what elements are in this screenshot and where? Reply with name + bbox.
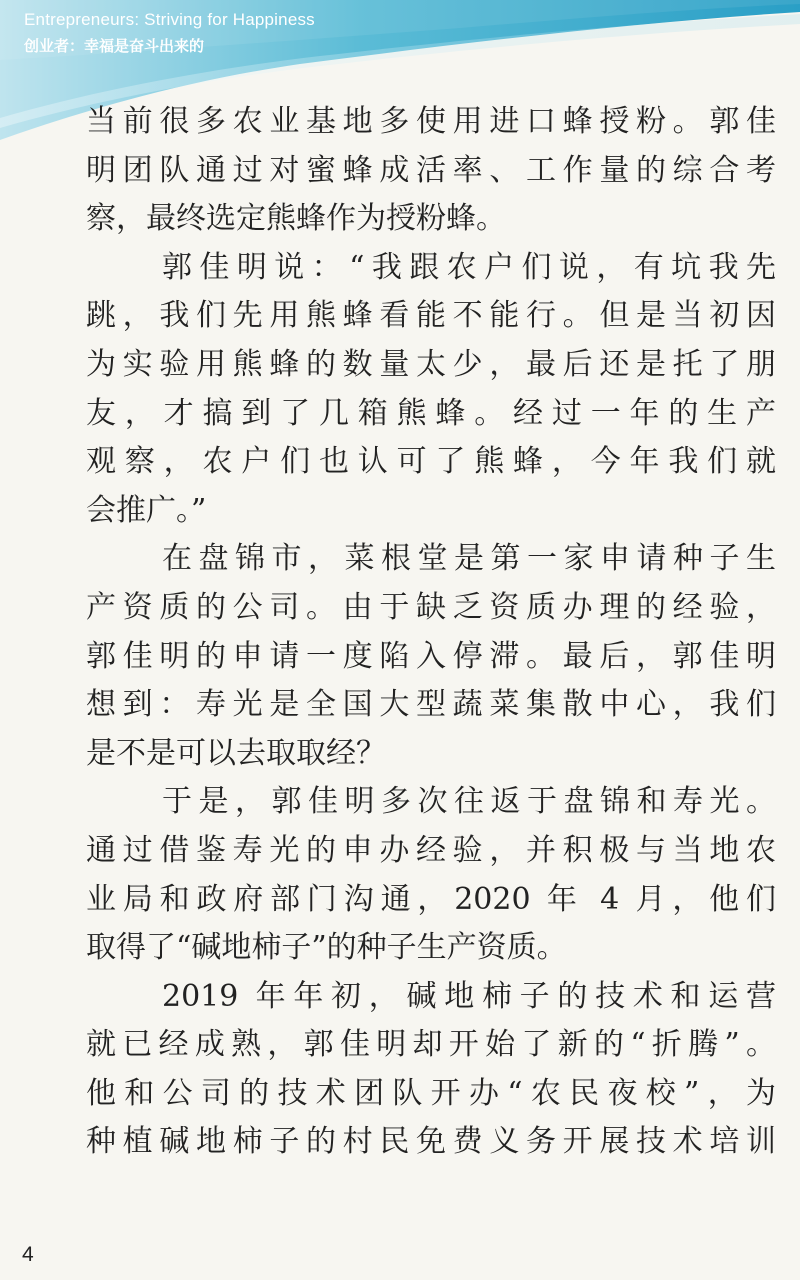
body-line: 是不是可以去取取经？ — [86, 735, 386, 771]
body-line: 2019 年年初，碱地柿子的技术和运营 — [162, 978, 776, 1014]
header-title-english: Entrepreneurs: Striving for Happiness — [24, 10, 315, 29]
body-line: 观察，农户们也认可了熊蜂，今年我们就 — [86, 444, 776, 480]
body-line: 业局和政府部门沟通，2020 年 4 月，他们 — [86, 881, 776, 917]
body-line: 于是，郭佳明多次往返于盘锦和寿光。 — [162, 784, 776, 820]
body-line: 通过借鉴寿光的申办经验，并积极与当地农 — [86, 832, 776, 868]
body-line: 产资质的公司。由于缺乏资质办理的经验， — [86, 589, 776, 625]
body-line: 他和公司的技术团队开办“农民夜校”，为 — [86, 1075, 776, 1111]
body-line: 为实验用熊蜂的数量太少，最后还是托了朋 — [86, 346, 776, 382]
article-body — [86, 98, 776, 1167]
body-line: 种植碱地柿子的村民免费义务开展技术培训 — [86, 1124, 776, 1160]
body-line: 郭佳明说：“我跟农户们说，有坑我先 — [162, 249, 776, 285]
body-line: 取得了“碱地柿子”的种子生产资质。 — [86, 930, 567, 966]
body-line: 察，最终选定熊蜂作为授粉蜂。 — [86, 201, 506, 237]
body-line: 会推广。” — [86, 492, 207, 528]
body-line: 当前很多农业基地多使用进口蜂授粉。郭佳 — [86, 104, 776, 139]
body-line: 就已经成熟，郭佳明却开始了新的“折腾”。 — [86, 1027, 776, 1063]
page-number: 4 — [22, 1243, 34, 1266]
header-title-chinese: 创业者：幸福是奋斗出来的 — [24, 37, 205, 55]
body-line: 友，才搞到了几箱熊蜂。经过一年的生产 — [86, 395, 776, 431]
body-line: 郭佳明的申请一度陷入停滞。最后，郭佳明 — [86, 638, 776, 674]
body-line: 明团队通过对蜜蜂成活率、工作量的综合考 — [86, 152, 776, 188]
body-line: 想到：寿光是全国大型蔬菜集散中心，我们 — [86, 687, 776, 723]
body-line: 跳，我们先用熊蜂看能不能行。但是当初因 — [86, 298, 776, 334]
body-line: 在盘锦市，菜根堂是第一家申请种子生 — [162, 541, 776, 577]
